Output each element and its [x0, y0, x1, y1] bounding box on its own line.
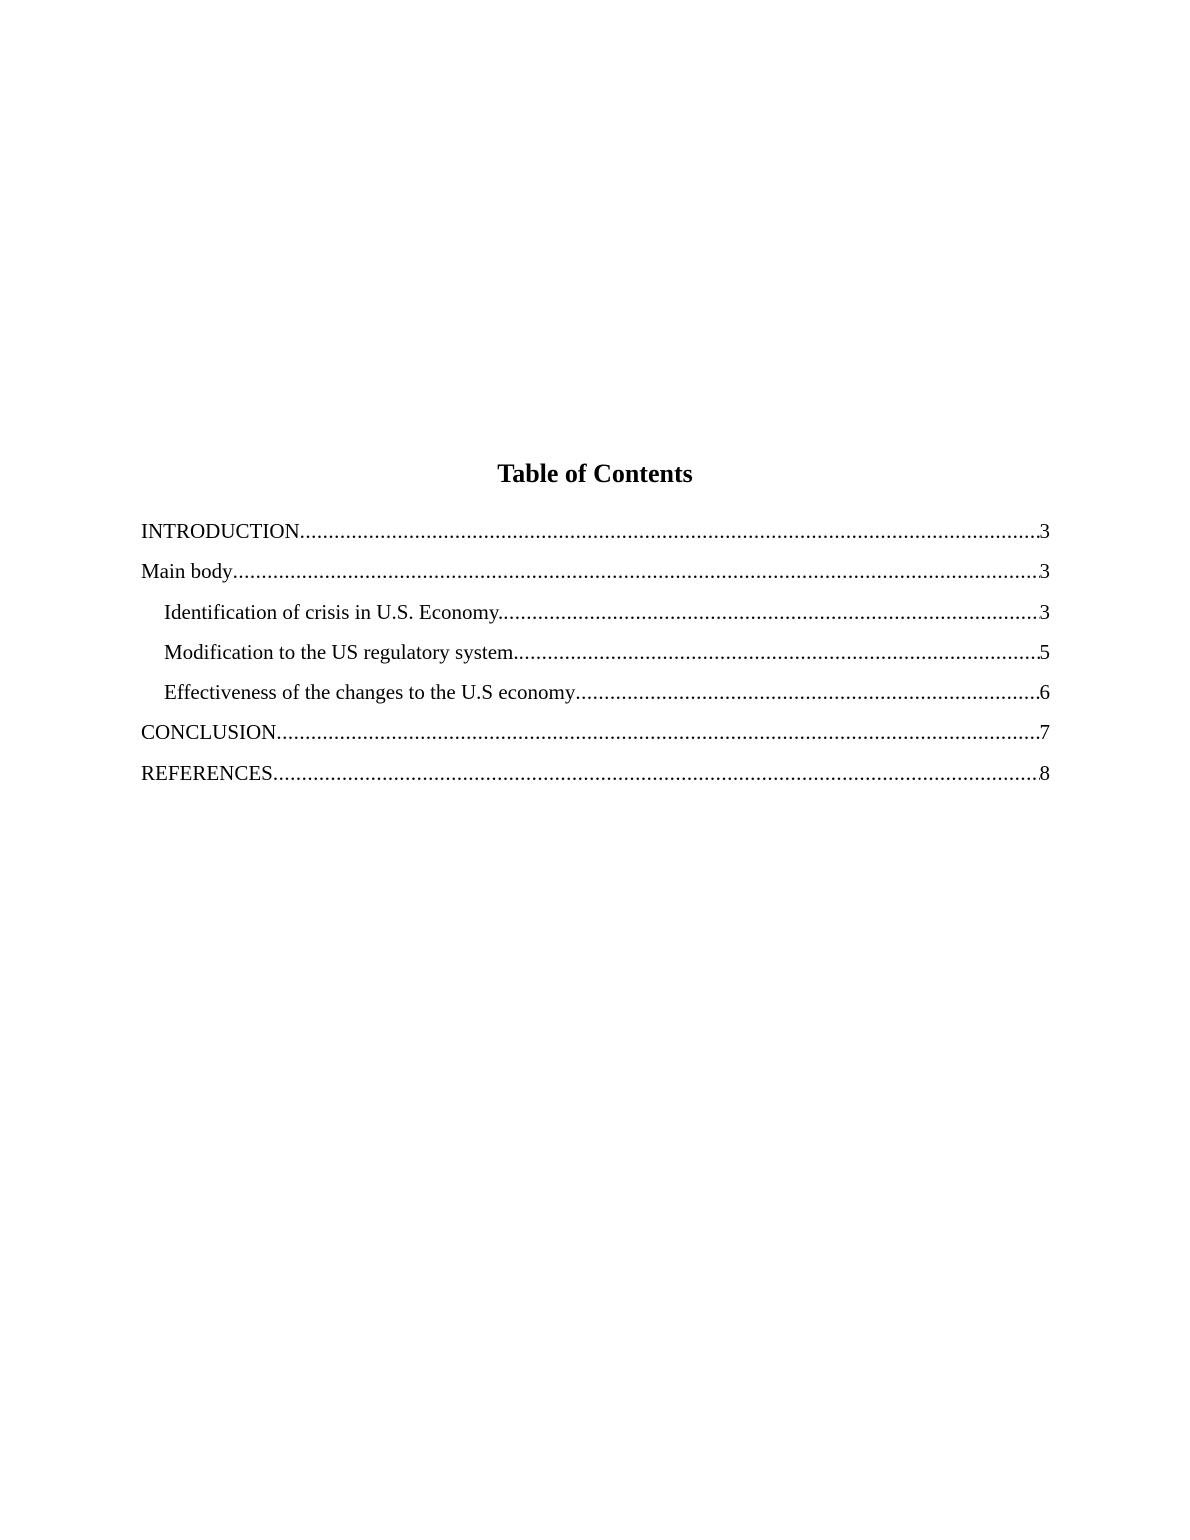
toc-dot-leader	[276, 716, 1039, 748]
toc-dot-leader	[503, 596, 1039, 628]
toc-entry-identification-of-crisis[interactable]	[141, 596, 1050, 636]
toc-entry-introduction[interactable]	[141, 515, 1050, 555]
toc-entry-conclusion[interactable]	[141, 716, 1050, 756]
toc-entry-label: INTRODUCTION	[141, 519, 300, 543]
toc-page-number: 5	[1039, 639, 1050, 664]
toc-entry-label: Main body	[141, 559, 233, 584]
toc-dot-leader	[273, 757, 1040, 789]
toc-page-number: 7	[1039, 720, 1050, 745]
toc-dot-leader	[575, 676, 1039, 708]
toc-entry-label: Identification of crisis in U.S. Economy.	[164, 599, 504, 624]
table-of-contents	[141, 515, 1050, 797]
toc-entry-modification-regulatory-system[interactable]	[141, 636, 1050, 676]
toc-entry-label: CONCLUSION	[141, 720, 277, 745]
toc-entry-label: Modification to the US regulatory system.	[164, 639, 519, 664]
toc-page-number: 8	[1039, 760, 1050, 785]
toc-page-number: 6	[1039, 680, 1050, 705]
toc-entry-label: Effectiveness of the changes to the U.S economy	[164, 680, 576, 705]
toc-entry-references[interactable]	[141, 757, 1050, 797]
toc-title: Table of Contents	[497, 459, 693, 488]
toc-dot-leader	[300, 515, 1040, 547]
toc-entry-main-body[interactable]	[141, 555, 1050, 595]
toc-page-number: 3	[1039, 519, 1050, 543]
toc-dot-leader	[519, 636, 1040, 668]
toc-page-number: 3	[1039, 559, 1050, 584]
toc-entry-label: REFERENCES	[141, 760, 273, 785]
toc-entry-effectiveness-of-changes[interactable]	[141, 676, 1050, 716]
toc-dot-leader	[233, 555, 1040, 587]
toc-page-number: 3	[1039, 599, 1050, 624]
